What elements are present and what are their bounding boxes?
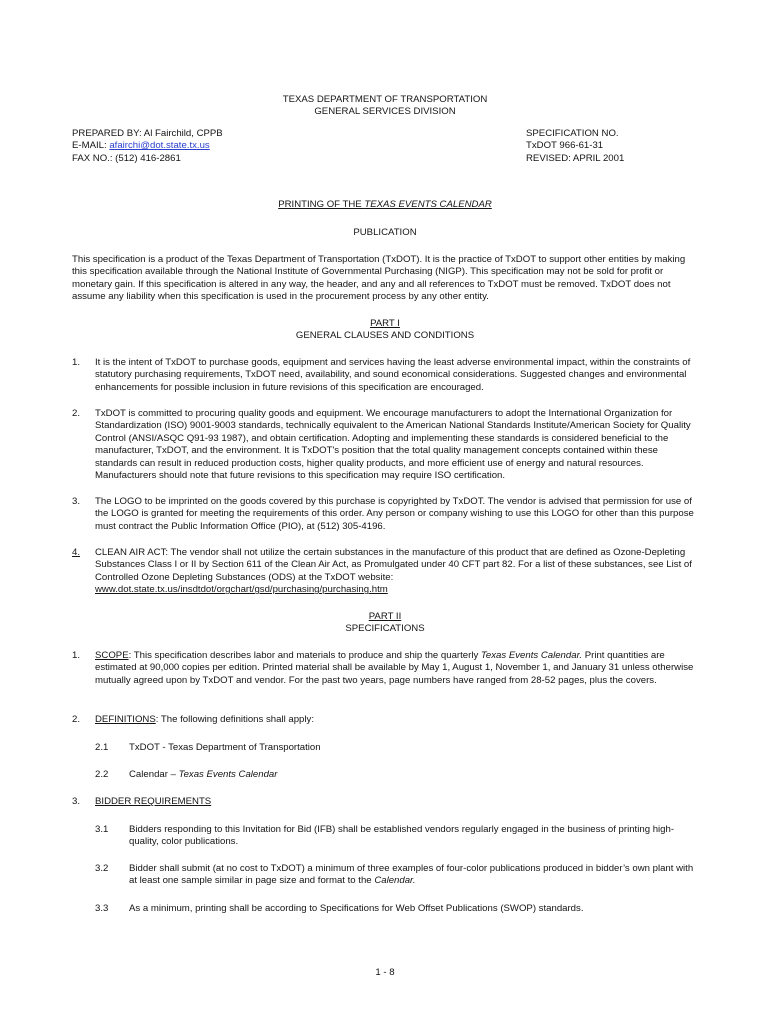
part2-heading	[0, 611, 770, 636]
requirement-3-1-number: 3.1	[95, 824, 109, 835]
document-header	[0, 94, 770, 119]
title-text: PRINTING OF THE TEXAS EVENTS CALENDAR	[278, 199, 492, 210]
requirement-3-2-number: 3.2	[95, 863, 109, 874]
clause-3-text: The LOGO to be imprinted on the goods covered by this purchase is copyrighted by TxDOT. The vendor is advised that permission for use of the LOGO is granted for meeting the requirements of this order. Any person or company wishing to use this LOGO for other than this purpose must contract the Public Information Office (PIO), at (512) 305-4196.	[95, 496, 694, 532]
scope-label: SCOPE	[95, 650, 129, 661]
spec-no: TxDOT 966-61-31	[526, 140, 604, 152]
definition-2-1-text: TxDOT - Texas Department of Transportation	[129, 742, 321, 753]
document-title	[0, 199, 770, 211]
publication-heading: PUBLICATION	[353, 227, 417, 238]
intro-paragraph: This specification is a product of the Texas Department of Transportation (TxDOT). It is the practice of TxDOT to support other entities by making this specification available through the National Institute of Governmental Purchasing (NIGP). This specification may not be sold for profit or monetary gain. If this specification is altered in any way, the header, and any and all references to TxDOT must be removed. TxDOT does not assume any liability when this specification is used in the procurement process by any other entity.	[72, 254, 686, 303]
definitions-paragraph: DEFINITIONS: The following definitions shall apply:	[95, 714, 314, 725]
definition-2-2-text: Calendar – Texas Events Calendar	[129, 769, 278, 780]
clause-3-number: 3.	[72, 496, 81, 507]
clause-4-text: CLEAN AIR ACT: The vendor shall not utilize the certain substances in the manufacture of this product that are defined as Ozone-Depleting Substances Class I or II by Section 611 of the Clean Air Act, as Promulgated under 40 CFT part 82. For a list of these substances, see List of Controlled Ozone Depleting Substances (ODS) at the TxDOT website:	[95, 547, 692, 583]
division-name: GENERAL SERVICES DIVISION	[314, 106, 456, 118]
part2-title: SPECIFICATIONS	[345, 623, 425, 635]
fax-line: FAX NO.: (512) 416-2861	[72, 152, 181, 164]
requirement-3-1-text: Bidders responding to this Invitation for Bid (IFB) shall be established vendors regularly engaged in the business of printing high-quality, color publications.	[129, 824, 675, 848]
clause-4-block	[95, 547, 700, 597]
definitions-label: DEFINITIONS	[95, 714, 156, 725]
clause-4-number: 4.	[72, 547, 81, 558]
part1-title: GENERAL CLAUSES AND CONDITIONS	[295, 330, 475, 342]
email-line	[72, 140, 372, 152]
email-label: E-MAIL:	[72, 140, 110, 152]
bidder-requirements-heading: BIDDER REQUIREMENTS	[95, 796, 212, 807]
ods-website-link[interactable]: www.dot.state.tx.us/insdtdot/orgchart/gsd/purchasing/purchasing.htm	[95, 584, 388, 596]
clause-1-number: 1.	[72, 357, 81, 368]
requirement-3-3-text: As a minimum, printing shall be according to Specifications for Web Offset Publications (SWOP) standards.	[129, 903, 584, 914]
spec-1-number: 1.	[72, 650, 81, 661]
email-link[interactable]: afairchi@dot.state.tx.us	[109, 140, 210, 152]
part2-label: PART II	[368, 611, 402, 622]
preparer-block	[72, 128, 372, 165]
clause-2-number: 2.	[72, 408, 81, 419]
page-number: 1 - 8	[375, 967, 395, 978]
part1-label: PART I	[370, 318, 400, 329]
prepared-by: PREPARED BY: Al Fairchild, CPPB	[72, 128, 223, 139]
requirement-3-2-text: Bidder shall submit (at no cost to TxDOT) a minimum of three examples of four-color publications produced in bidder’s own plant with at least one sample similar in page size and format to the Calendar.	[129, 863, 694, 887]
part1-heading	[0, 318, 770, 343]
clause-2-text: TxDOT is committed to procuring quality goods and equipment. We encourage manufacturers to adopt the International Organization for Standardization (ISO) 9001-9003 standards, technically equivalent to the American National Standards Institute/American Society for Quality Control (ANSI/ASQC Q91-93 1987), and obtain certification. Adopting and implementing these standards is considered beneficial to the manufacturer, TxDOT, and the environment. It is TxDOT's position that the total quality management concepts contained within these standards can result in reduced production costs, higher quality products, and more efficient use of energy and natural resources. Manufacturers should note that future revisions to this specification may require ISO certification.	[95, 408, 691, 482]
spec-3-number: 3.	[72, 796, 81, 807]
scope-paragraph: SCOPE: This specification describes labor and materials to produce and ship the quarterly Texas Events Calendar. Print quantities are estimated at 90,000 copies per edition. Printed material shall be available by May 1, August 1, November 1, and January 31 unless otherwise mutually agreed upon by TxDOT and vendor. For the past two years, page numbers have ranged from 28-52 pages, plus the covers.	[95, 650, 694, 686]
revised-date: REVISED: APRIL 2001	[526, 152, 625, 164]
spec-block	[526, 128, 706, 165]
definition-2-1-number: 2.1	[95, 742, 109, 753]
clause-1-text: It is the intent of TxDOT to purchase goods, equipment and services having the least adverse environmental impact, within the constraints of statutory purchasing requirements, TxDOT need, availability, and sound economical considerations. Suggested changes and environmental enhancements for possible inclusion in future revisions of this specification are encouraged.	[95, 357, 691, 393]
definition-2-2-number: 2.2	[95, 769, 109, 780]
requirement-3-3-number: 3.3	[95, 903, 109, 914]
department-name: TEXAS DEPARTMENT OF TRANSPORTATION	[282, 94, 488, 105]
spec-no-label: SPECIFICATION NO.	[526, 128, 619, 139]
spec-2-number: 2.	[72, 714, 81, 725]
